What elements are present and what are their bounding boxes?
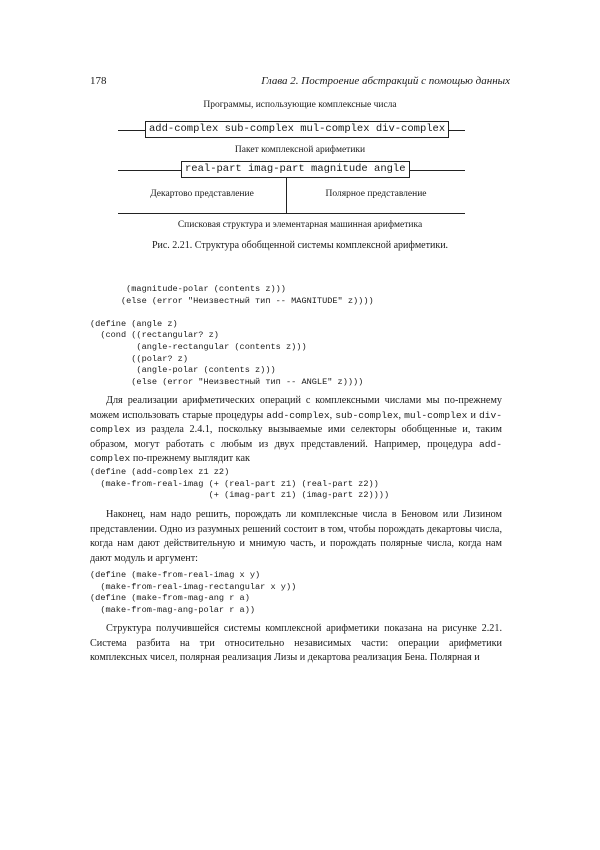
chapter-title: Глава 2. Построение абстракций с помощью данных <box>261 75 510 87</box>
figure-polar-label: Полярное представление <box>325 189 427 199</box>
figure-box-complex-ops: add-complex sub-complex mul-complex div-complex <box>145 121 449 138</box>
paragraph-representation-choice: Наконец, нам надо решить, порождать ли комплексные числа в Беновом или Лизином представлении. Одно из разумных решений состоит в том, чтобы порождать декартовы числа, когда нам дают действительную и мнимую часть, и порождать полярные числа, когда нам дают модуль и аргумент: <box>90 509 502 564</box>
code-block-add-complex: (define (add-complex z1 z2) (make-from-real-imag (+ (real-part z1) (real-part z2)) (+ (imag-part z1) (imag-part z2)))) <box>90 467 390 501</box>
paragraph-system-structure: Структура получившейся системы комплексной арифметики показана на рисунке 2.21. Система разбита на три относительно независимых части: операции арифметики комплексных чисел, полярная реализация Лизы и декартова реализация Бена. Полярная и <box>90 623 502 664</box>
page-number: 178 <box>90 75 107 87</box>
figure-rectangular-label: Декартово представление <box>150 189 254 199</box>
figure-middle-label: Пакет комплексной арифметики <box>234 145 366 155</box>
code-block-constructors: (define (make-from-real-imag x y) (make-from-real-imag-rectangular x y)) (define (make-from-mag-ang r a) (make-from-mag-ang-polar r a)) <box>90 570 297 615</box>
figure-box-selectors: real-part imag-part magnitude angle <box>181 161 410 178</box>
paragraph-add-complex: Для реализации арифметических операций с комплексными числами мы по-прежнему можем использовать старые процедуры add-complex, sub-complex, mul-complex и div-complex из раздела 2.4.1, поскольку вызываемые ими селекторы обобщенные и, таким образом, могут работать с любым из двух представлений. Например, процедура add-complex по-прежнему выглядит как <box>90 395 502 465</box>
abstraction-barrier-3 <box>118 213 465 214</box>
figure-caption: Рис. 2.21. Структура обобщенной системы комплексной арифметики. <box>151 240 449 251</box>
figure-bottom-label: Списковая структура и элементарная машинная арифметика <box>177 220 423 230</box>
figure-top-label: Программы, использующие комплексные числа <box>203 100 397 110</box>
code-block-angle: (magnitude-polar (contents z))) (else (error "Неизвестный тип -- MAGNITUDE" z)))) (define (angle z) (cond ((rectangular? z) (angle-rectangular (contents z))) ((polar? z) (angle-polar (contents z))) (else (error "Неизвестный тип -- ANGLE" z)))) <box>90 284 374 387</box>
